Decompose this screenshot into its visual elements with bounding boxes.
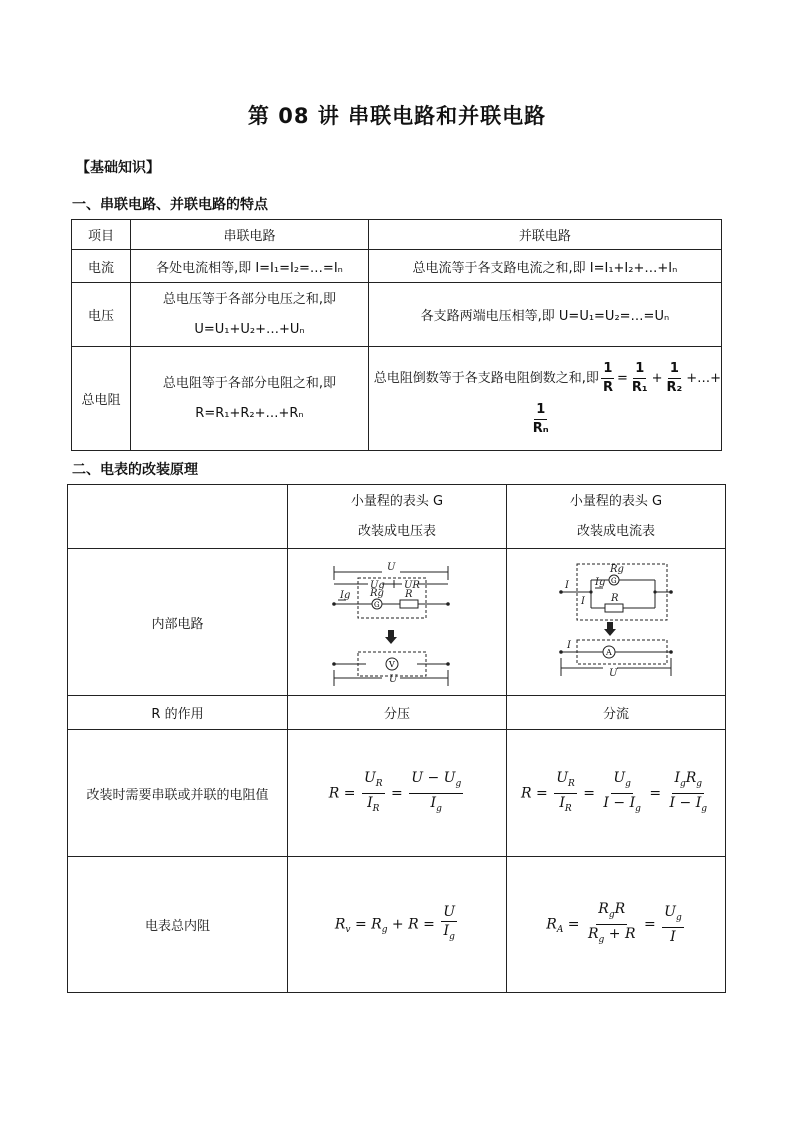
label-U: U xyxy=(387,562,396,573)
parallel-current: 总电流等于各支路电流之和,即 I=I₁+I₂+…+Iₙ xyxy=(368,250,721,283)
row-resistance-label: 改装时需要串联或并联的电阻值 xyxy=(68,730,288,857)
voltmeter-resistance-formula: R = $\frac{U_R}{I_R}$ = $\frac{U - U_g}{I_g}$ xyxy=(288,730,507,857)
row-resistance-label: 总电阻 xyxy=(72,347,131,451)
ammeter-A: A xyxy=(606,648,612,657)
label-U: U xyxy=(609,668,618,679)
blank-header xyxy=(68,485,288,549)
galvanometer-G: G xyxy=(611,577,617,585)
row-current-label: 电流 xyxy=(72,250,131,283)
voltmeter-internal-formula: $R_v = R_g + R$ = $\frac{U}{I_g}$ xyxy=(288,857,507,993)
series-voltage-text: 总电压等于各部分电压之和,即 xyxy=(162,291,337,307)
label-Rg: Rg xyxy=(370,588,384,599)
section1-heading: 一、串联电路、并联电路的特点 xyxy=(72,197,268,213)
row-internal-label: 电表总内阻 xyxy=(68,857,288,993)
page-title: 第 08 讲 串联电路和并联电路 xyxy=(247,104,547,128)
label-U-bottom: U xyxy=(389,674,398,685)
header-parallel: 并联电路 xyxy=(368,220,721,250)
ammeter-circuit xyxy=(507,549,726,696)
series-voltage xyxy=(131,283,369,347)
ammeter-resistance-formula: R = $\frac{U_R}{I_R}$ = $\frac{U_g}{I - I_g}$ = $\frac{I_gR_g}{I - I_g}$ xyxy=(507,730,726,857)
one-over-rn: $\frac{1}{\text{Rₙ}}$ xyxy=(532,401,549,436)
basic-knowledge-label: 【基础知识】 xyxy=(76,160,160,176)
role-voltage-divide: 分压 xyxy=(288,696,507,730)
series-resistance-formula: R=R₁+R₂+…+Rₙ xyxy=(195,405,304,421)
ammeter-internal-formula: $R_A$ = $\frac{R_gR}{R_g + R}$ = $\frac{U_g}{I}$ xyxy=(507,857,726,993)
galvanometer-G: G xyxy=(374,601,380,609)
label-R: R xyxy=(405,589,413,600)
row-role-label: R 的作用 xyxy=(68,696,288,730)
parallel-voltage: 各支路两端电压相等,即 U=U₁=U₂=…=Uₙ xyxy=(368,283,721,347)
label-Ig: Ig xyxy=(340,590,351,601)
section2-heading: 二、电表的改装原理 xyxy=(72,462,198,478)
header-item: 项目 xyxy=(72,220,131,250)
row-voltage-label: 电压 xyxy=(72,283,131,347)
voltmeter-header: 小量程的表头 G 改装成电压表 xyxy=(288,485,507,549)
parallel-resistance: 总电阻倒数等于各支路电阻倒数之和,即 $\frac{1}{R}$ = $\frac{1}{\text{R₁}}$ + $\frac{1}{\text{R₂}}$ +…+ $\frac{1}{\text{Rₙ}}$ xyxy=(368,347,721,451)
ammeter-header: 小量程的表头 G 改装成电流表 xyxy=(507,485,726,549)
ammeter-circuit-diagram xyxy=(551,558,681,686)
label-Ig: Ig xyxy=(595,577,606,588)
voltmeter-circuit xyxy=(288,549,507,696)
parallel-resistance-text: 总电阻倒数等于各支路电阻倒数之和,即 xyxy=(373,370,599,386)
row-circuit-label: 内部电路 xyxy=(68,549,288,696)
voltmeter-V: V xyxy=(389,660,395,669)
role-current-divide: 分流 xyxy=(507,696,726,730)
voltmeter-circuit-diagram xyxy=(332,558,462,686)
label-UR: UR xyxy=(404,580,420,591)
series-voltage-formula: U=U₁+U₂+…+Uₙ xyxy=(194,321,305,337)
label-Ug: Ug xyxy=(370,580,385,591)
series-parallel-table xyxy=(71,219,722,451)
label-IR: I xyxy=(581,596,585,607)
label-R: R xyxy=(611,593,619,604)
label-I: I xyxy=(565,580,569,591)
series-current: 各处电流相等,即 I=I₁=I₂=…=Iₙ xyxy=(131,250,369,283)
label-Rg: Rg xyxy=(610,564,624,575)
label-I-bottom: I xyxy=(567,640,571,651)
series-resistance xyxy=(131,347,369,451)
header-series: 串联电路 xyxy=(131,220,369,250)
meter-conversion-table xyxy=(67,484,726,993)
series-resistance-text: 总电阻等于各部分电阻之和,即 xyxy=(162,375,337,391)
